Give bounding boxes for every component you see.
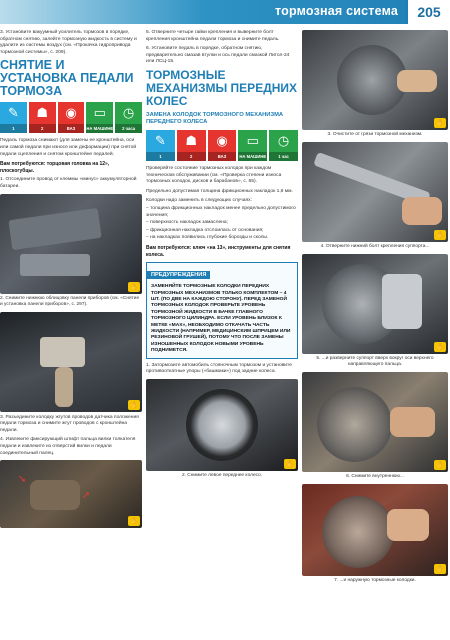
on-car-icon: ▭ НА МАШИНЕ	[86, 102, 113, 133]
intro-text: 3. Установите вакуумный усилитель тормозов в порядке, обратном снятию, залейте тормозную жидкость в систему и удалите из системы воздух (см. «Прокачка гидропривода тормозной системы», с. 209).	[0, 30, 137, 55]
subsection-title: ЗАМЕНА КОЛОДОК ТОРМОЗНОГО МЕХАНИЗМА ПЕРЕДНЕГО КОЛЕСА	[146, 111, 284, 125]
page-header	[0, 0, 450, 24]
column-right	[302, 30, 448, 588]
caption-5: 5. ...и разверните суппорт вверх вокруг оси верхнего направляющего пальца.	[316, 356, 434, 367]
caption-wheel: 2. Снимите левое переднее колесо.	[181, 472, 263, 478]
caption-7: 7. ...и наружную тормозные колодки.	[334, 578, 416, 583]
difficulty-icons	[0, 102, 142, 133]
photo-dashboard-panel	[0, 194, 142, 294]
car-service-icon: ◉ ВАЗ	[58, 102, 85, 133]
photo-caliper-bolt	[302, 142, 448, 242]
difficulty-icons	[146, 130, 298, 161]
arrow-icon: ➘	[18, 474, 27, 486]
step-3: 3. Разъедините колодку жгутов проводов датчика положения педали тормоза и снимите жгут проводов с кронштейна педали.	[0, 414, 139, 433]
camera-badge-icon: ✋	[435, 232, 445, 239]
photo-inner-pad	[302, 372, 448, 472]
photo-outer-pad	[302, 484, 448, 576]
camera-badge-icon: ✋	[129, 518, 139, 526]
caption-6: 6. Снимите внутреннюю...	[346, 474, 404, 479]
caption-2: 2. Снимите нижнюю облицовку панели приборов (см. «Снятие и установка панели приборов», с. 297).	[0, 295, 140, 307]
camera-badge-icon: ✋	[285, 460, 295, 468]
camera-badge-icon: ✋	[129, 283, 139, 291]
wrench-icon: ✎ 1	[0, 102, 27, 133]
caption-4: 4. Отверните нижний болт крепления суппорта...	[320, 244, 430, 249]
caption-3: 3. Очистите от грязи тормозной механизм.	[327, 132, 423, 137]
camera-badge-icon: ✋	[129, 401, 139, 409]
list-item: – поверхность накладок замаслена;	[146, 220, 228, 226]
step-5: 5. Отверните четыре гайки крепления и выверните болт крепления кронштейна педали тормоза и снимите педаль.	[146, 30, 280, 42]
column-left	[0, 30, 142, 528]
list-item: – на накладках появились глубокие борозды и сколы.	[146, 235, 269, 241]
photo-brake-cleaning	[302, 30, 448, 130]
on-car-icon: ▭ НА МАШИНЕ	[238, 130, 267, 161]
pedal-para: Педаль тормоза снимают (для замены ее кронштейна, оси или самой педали при износе или деформации) при снятой педали сцепления и снятом кронштейне педалей.	[0, 138, 137, 157]
section-title-pedal: СНЯТИЕ И УСТАНОВКА ПЕДАЛИ ТОРМОЗА	[0, 58, 134, 99]
check-para: Проверяйте состояние тормозных колодок при каждом техническом обслуживании (см. «Проверка степени износа тормозных колодок, дисков и барабанов», с. 65).	[146, 165, 282, 185]
step-1-brakes: 1. Затормозите автомобиль стояночным тормозом и установите противооткатные упоры («башмаки») под задние колеса.	[146, 362, 292, 375]
camera-badge-icon: ✋	[435, 566, 445, 573]
replace-cases: Колодки надо заменить в следующих случаях:	[146, 198, 252, 204]
arrow-icon: ➚	[82, 490, 91, 502]
camera-badge-icon: ✋	[435, 462, 445, 469]
car-service-icon: ◉ ВАЗ	[208, 130, 237, 161]
needed-tools: Вам потребуются: ключ «на 13», инструменты для снятия колеса.	[146, 244, 291, 258]
warning-box	[146, 262, 298, 358]
warning-text: ЗАМЕНЯЙТЕ ТОРМОЗНЫЕ КОЛОДКИ ПЕРЕДНИХ ТОРМОЗНЫХ МЕХАНИЗМОВ ТОЛЬКО КОМПЛЕКТОМ – 4 ШТ. (ПО ДВЕ НА КАЖДОЮ СТОРОНУ). ПЕРЕД ЗАМЕНОЙ ТОРМОЗНЫХ КОЛОДОК ПРОВЕРЬТЕ УРОВЕНЬ ТОРМОЗНОЙ ЖИДКОСТИ В БАЧКЕ ГЛАВНОГО ТОРМОЗНОГО ЦИЛИНДРА. ЕСЛИ УРОВЕНЬ БЛИЗОК К МЕТКЕ «MAX», НЕОБХОДИМО ОТКАЧАТЬ ЧАСТЬ ЖИДКОСТИ (НАПРИМЕР, МЕДИЦИНСКИМ ШПРИЦЕМ ИЛИ РЕЗИНОВОЙ ГРУШЕЙ), ПОТОМУ ЧТО ПОСЛЕ ЗАМЕНЫ ИЗНОШЕННЫХ КОЛОДОК НОВЫМИ УРОВЕНЬ ПОДНИМЕТСЯ.	[151, 284, 291, 354]
photo-wire-connector	[0, 312, 142, 412]
header-title: тормозная система	[274, 4, 398, 18]
step-4: 4. Извлеките фиксирующий штифт пальца вилки толкателя педали и извлеките из отверстий вилки и педали соединительный палец.	[0, 437, 136, 456]
list-item: – толщина фрикционных накладок менее предельно допустимого значения;	[146, 205, 296, 218]
step-6: 6. Установите педаль в порядке, обратном снятию, предварительно смазав втулки и ось педали смазкой Литол-24 или ЛСЦ-15.	[146, 46, 290, 65]
mechanic-icon: ☗ 2	[177, 130, 206, 161]
section-title-front-brakes: ТОРМОЗНЫЕ МЕХАНИЗМЫ ПЕРЕДНИХ КОЛЕС	[146, 67, 298, 108]
column-middle	[146, 30, 298, 483]
photo-caliper-rotate	[302, 254, 448, 354]
camera-badge-icon: ✋	[435, 344, 445, 351]
warning-title: ПРЕДУПРЕЖДЕНИЯ	[147, 271, 210, 279]
step-1: 1. Отсоедините провод от клеммы «минус» аккумуляторной батареи.	[0, 177, 137, 189]
needed-tools: Вам потребуются: торцовая головка на 12», плоскогубцы.	[0, 161, 110, 174]
wrench-icon: ✎ 1	[146, 130, 175, 161]
camera-badge-icon: ✋	[435, 120, 445, 127]
photo-pedal-pin	[0, 460, 142, 528]
thickness-para: Предельно допустимая толщина фрикционных накладок 1,6 мм.	[146, 188, 293, 194]
page-number: 205	[406, 0, 450, 24]
list-item: – фрикционная накладка отслоилась от основания;	[146, 227, 264, 233]
clock-icon: ◷ 2 часа	[115, 102, 142, 133]
photo-wheel-removal	[146, 379, 298, 471]
clock-icon: ◷ 1 час	[269, 130, 298, 161]
mechanic-icon: ☗ 2	[29, 102, 56, 133]
